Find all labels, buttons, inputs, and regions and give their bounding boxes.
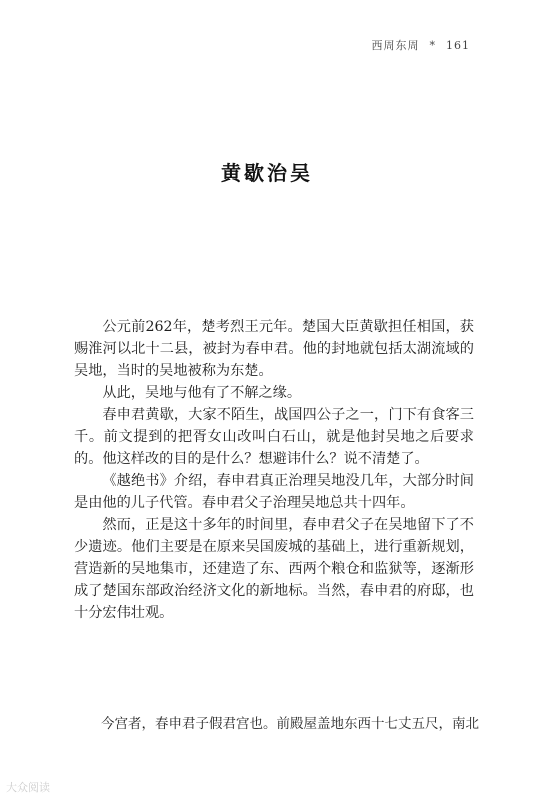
- body-text: [74, 316, 474, 624]
- paragraph: 《越绝书》介绍，春申君真正治理吴地没几年，大部分时间是由他的儿子代管。春申君父子治理吴地总共十四年。: [74, 473, 474, 511]
- page-number: 161: [446, 38, 470, 52]
- header-separator: *: [429, 38, 436, 52]
- paragraph: 春申君黄歇，大家不陌生，战国四公子之一，门下有食客三千。前文提到的把胥女山改叫白石山，就是他封吴地之后要求的。他这样改的目的是什么？想避讳什么？说不清楚了。: [74, 407, 474, 467]
- paragraph: 从此，吴地与他有了不解之缘。: [102, 385, 302, 401]
- running-header: [372, 37, 471, 53]
- paragraph: 公元前262年，楚考烈王元年。楚国大臣黄歇担任相国，获赐淮河以北十二县，被封为春申君。他的封地就包括太湖流域的吴地，当时的吴地被称为东楚。: [74, 319, 474, 379]
- chapter-title: 黄歇治吴: [221, 161, 313, 185]
- watermark-logo: 大众阅读: [6, 781, 50, 794]
- paragraph: 然而，正是这十多年的时间里，春申君父子在吴地留下了不少遗迹。他们主要是在原来吴国废城的基础上，进行重新规划，营造新的吴地集市，还建造了东、西两个粮仓和监狱等，逐渐形成了楚国东部政治经济文化的新地标。当然，春申君的府邸，也十分宏伟壮观。: [74, 517, 474, 621]
- block-quote: 今宫者，春申君子假君宫也。前殿屋盖地东西十七丈五尺，南北: [101, 716, 479, 732]
- running-title: 西周东周: [371, 39, 420, 52]
